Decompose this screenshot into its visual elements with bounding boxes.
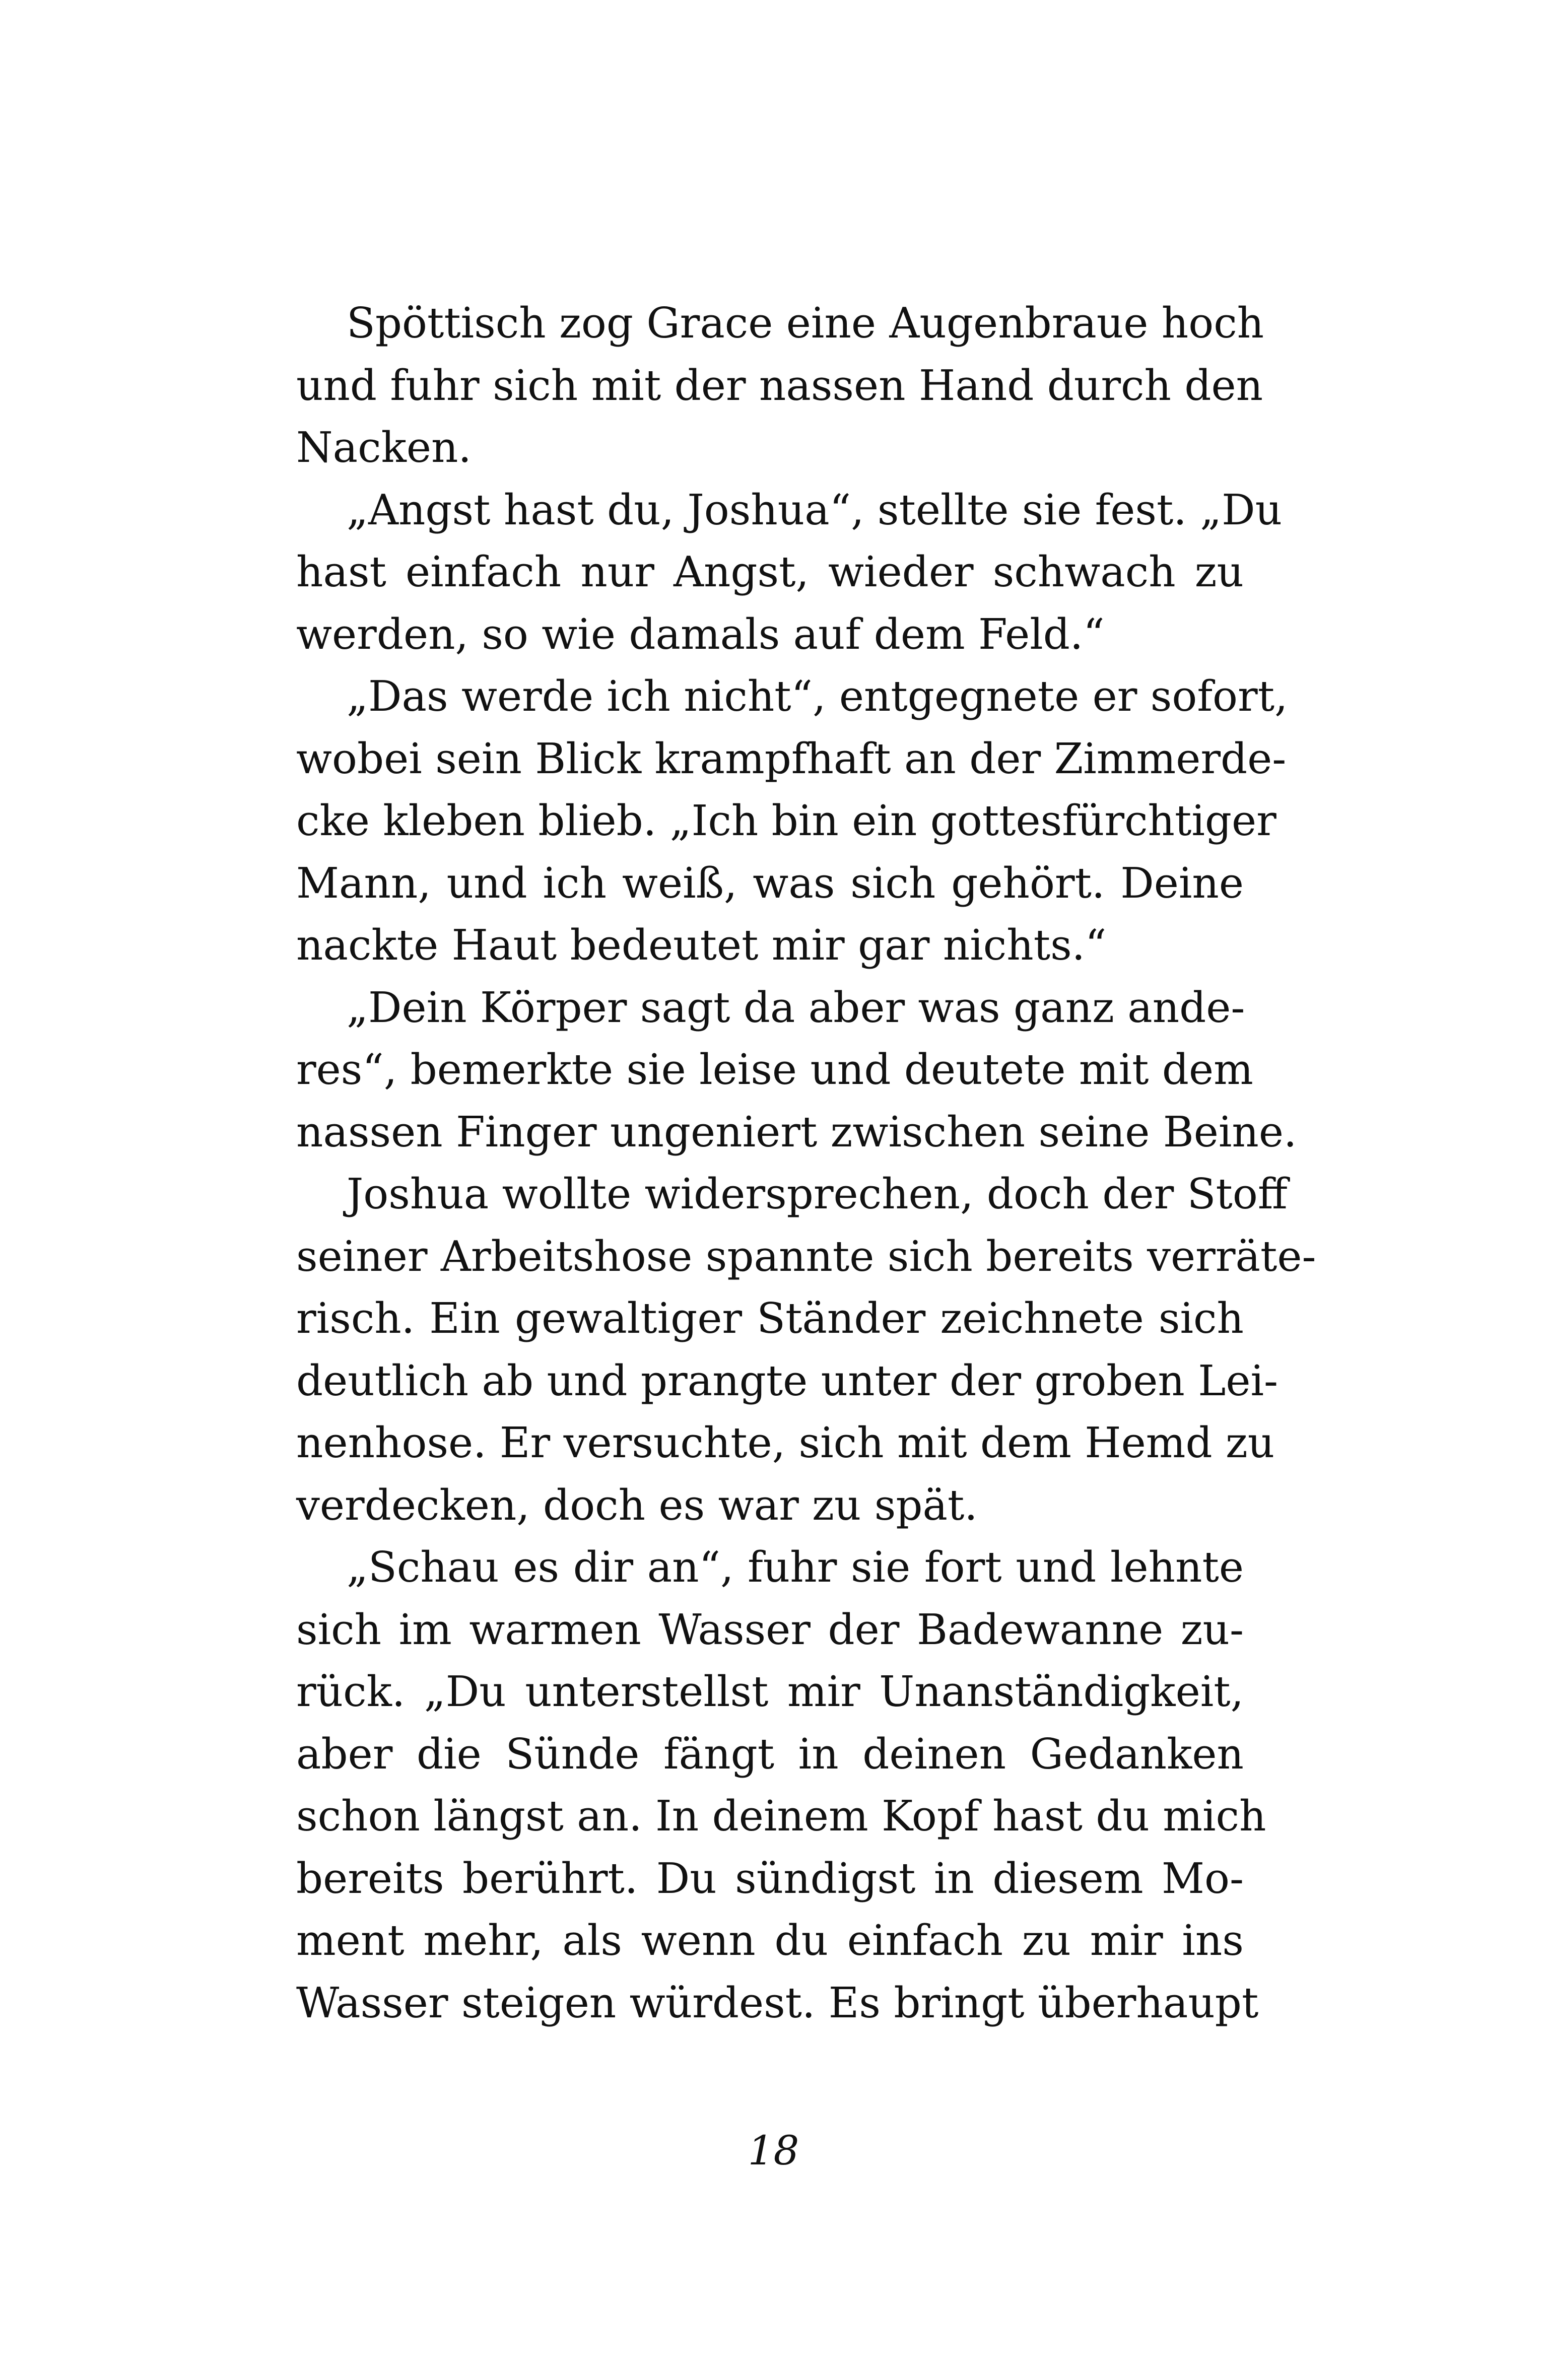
text-line: seiner Arbeitshose spannte sich bereits verräte-	[296, 1232, 1316, 1281]
text-line: „Dein Körper sagt da aber was ganz ande-	[347, 983, 1245, 1032]
text-line: verdecken, doch es war zu spät.	[296, 1480, 978, 1530]
page-number: 18	[748, 2127, 799, 2174]
text-line: nassen Finger ungeniert zwischen seine Beine.	[296, 1107, 1297, 1157]
text-line: Spöttisch zog Grace eine Augenbraue hoch	[347, 299, 1264, 348]
text-line: Joshua wollte widersprechen, doch der Stoff	[347, 1170, 1288, 1218]
text-line: bereits berührt. Du sündigst in diesem Mo-	[296, 1854, 1244, 1903]
text-line: Nacken.	[296, 423, 472, 472]
text-line: deutlich ab und prangte unter der groben Lei-	[296, 1356, 1279, 1405]
text-line: schon längst an. In deinem Kopf hast du mich	[296, 1792, 1266, 1841]
text-line: cke kleben blieb. „Ich bin ein gottesfürchtiger	[296, 796, 1276, 845]
text-line: nenhose. Er versuchte, sich mit dem Hemd zu	[296, 1418, 1275, 1467]
text-line: hast einfach nur Angst, wieder schwach zu	[296, 548, 1244, 596]
text-line: res“, bemerkte sie leise und deutete mit dem	[296, 1045, 1253, 1094]
body-text	[296, 292, 1316, 2034]
text-line: wobei sein Blick krampfhaft an der Zimmerde-	[296, 734, 1287, 783]
text-line: Mann, und ich weiß, was sich gehört. Deine	[296, 858, 1244, 908]
text-line: aber die Sünde fängt in deinen Gedanken	[296, 1729, 1244, 1779]
text-line: „Das werde ich nicht“, entgegnete er sofort,	[347, 672, 1288, 721]
text-line: „Schau es dir an“, fuhr sie fort und lehnte	[347, 1543, 1244, 1592]
text-line: risch. Ein gewaltiger Ständer zeichnete sich	[296, 1294, 1244, 1343]
text-line: „Angst hast du, Joshua“, stellte sie fest. „Du	[347, 485, 1283, 534]
text-line: werden, so wie damals auf dem Feld.“	[296, 609, 1105, 659]
text-line: nackte Haut bedeutet mir gar nichts.“	[296, 921, 1107, 970]
text-line: und fuhr sich mit der nassen Hand durch den	[296, 361, 1263, 410]
text-line: ment mehr, als wenn du einfach zu mir ins	[296, 1916, 1244, 1965]
text-line: rück. „Du unterstellst mir Unanständigkeit,	[296, 1667, 1244, 1716]
text-line: Wasser steigen würdest. Es bringt überhaupt	[296, 1978, 1259, 2027]
text-line: sich im warmen Wasser der Badewanne zu-	[296, 1605, 1244, 1654]
